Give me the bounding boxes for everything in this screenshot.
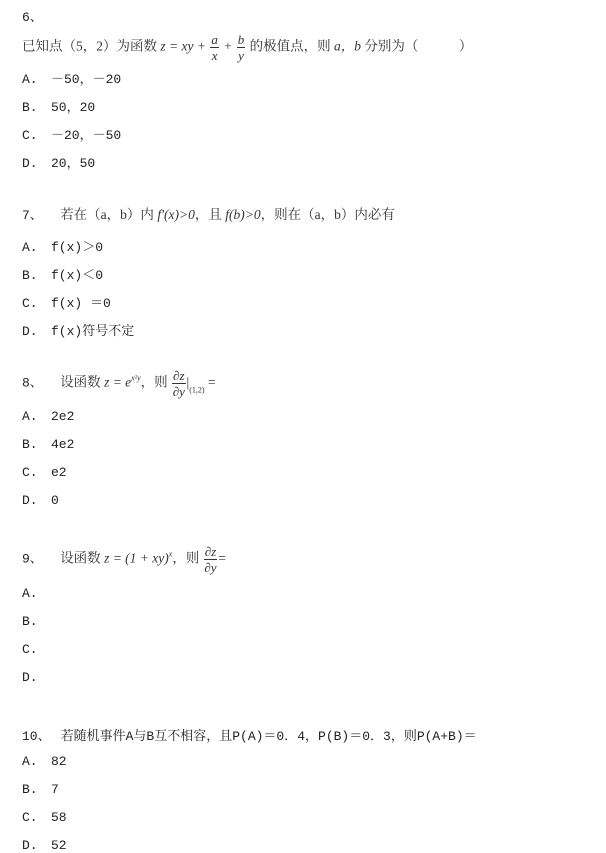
- question-6-number: 6、: [22, 10, 43, 25]
- question-8-option-c[interactable]: C. e2: [22, 465, 67, 480]
- question-8-option-b[interactable]: B. 4e2: [22, 437, 75, 452]
- question-6-option-a[interactable]: A. －50，－20: [22, 72, 122, 87]
- partial-derivative-dz-dy: $\frac{\partial z}{\partial y}$: [204, 544, 217, 575]
- question-8-option-d[interactable]: D. 0: [22, 493, 59, 508]
- question-10-option-c[interactable]: C. 58: [22, 810, 67, 825]
- question-8-option-a[interactable]: A. 2e2: [22, 409, 75, 424]
- question-10-option-a[interactable]: A. 82: [22, 754, 67, 769]
- question-6-option-b[interactable]: B. 50，20: [22, 100, 96, 115]
- question-7-option-a[interactable]: A. f(x)＞0: [22, 240, 104, 255]
- question-7-option-c[interactable]: C. f(x) ＝0: [22, 296, 111, 311]
- question-10-option-b[interactable]: B. 7: [22, 782, 59, 797]
- question-7-option-b[interactable]: B. f(x)＜0: [22, 268, 104, 283]
- fraction-a-over-x: $\frac{a}{x}$: [211, 32, 218, 63]
- question-6-stem: 已知点（5，2）为函数 z = xy + $\frac{a}{x}$ + $\frac{b}{y}$ 的极值点，则 a，b 分别为（ ）: [22, 32, 473, 63]
- partial-derivative-dz-dy: $\frac{\partial z}{\partial y}$: [172, 368, 185, 399]
- question-6-option-d[interactable]: D. 20，50: [22, 156, 96, 171]
- question-9-option-b[interactable]: B.: [22, 614, 38, 629]
- question-7-option-d[interactable]: D. f(x)符号不定: [22, 324, 135, 339]
- fraction-b-over-y: $\frac{b}{y}$: [237, 32, 245, 63]
- question-10-stem: 10、 若随机事件A与B互不相容，且P(A)＝0．4，P(B)＝0．3，则P(A+B)＝: [22, 729, 477, 744]
- question-9-option-a[interactable]: A.: [22, 586, 38, 601]
- question-9-stem: 9、 设函数 z = (1 + xy)$^x$，则 $\frac{\partial z}{\partial y}$ =: [22, 544, 226, 575]
- question-9-option-c[interactable]: C.: [22, 642, 38, 657]
- question-6-option-c[interactable]: C. －20，－50: [22, 128, 122, 143]
- question-8-stem: 8、 设函数 $z = e^{x^2y}$，则 $\frac{\partial z}{\partial y}$ $|_{(1,2)}$ =: [22, 368, 216, 399]
- question-10-option-d[interactable]: D. 52: [22, 838, 67, 853]
- question-9-option-d[interactable]: D.: [22, 670, 38, 685]
- question-7-stem: 7、 若在（a，b）内 f′(x)>0，且 f(b)>0，则在（a，b）内必有: [22, 207, 395, 223]
